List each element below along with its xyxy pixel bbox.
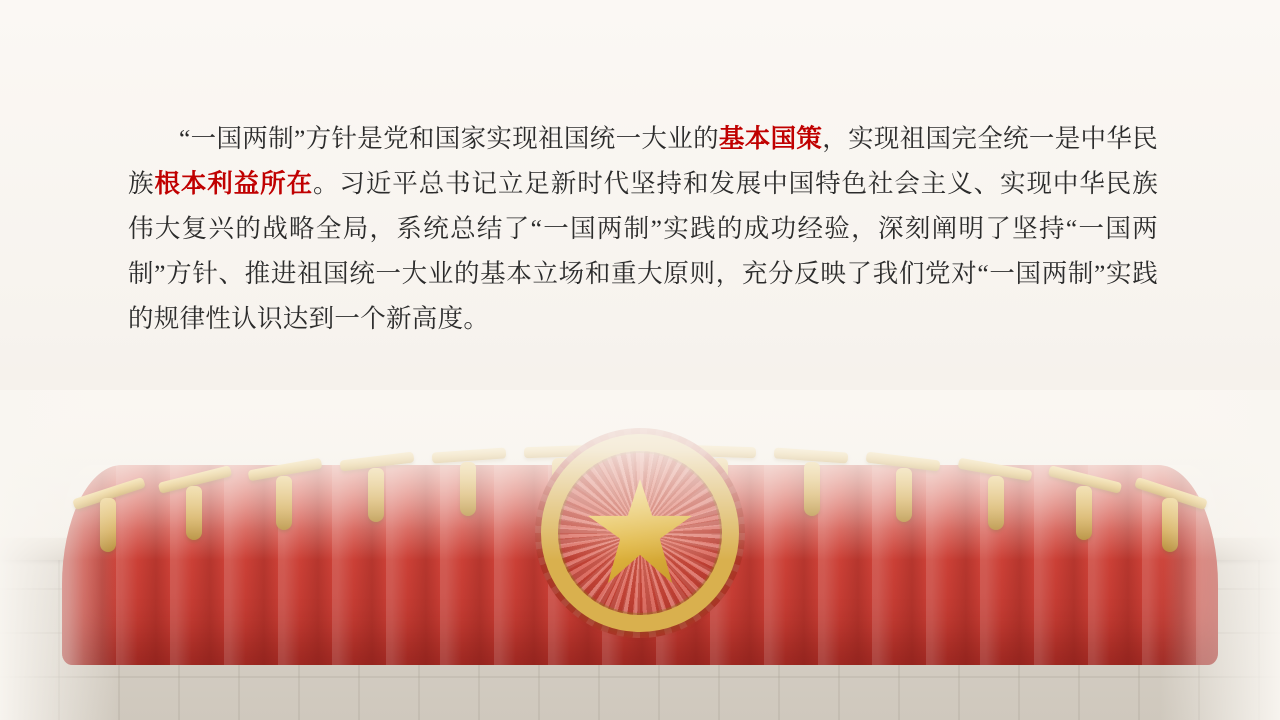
artwork-left-fade	[0, 390, 120, 720]
great-hall-relief-artwork	[0, 390, 1280, 720]
gold-spear-icon	[682, 445, 756, 459]
gold-tassel-icon	[896, 468, 912, 522]
gold-spear-icon	[1134, 477, 1208, 510]
gold-tassel-icon	[100, 498, 116, 552]
gold-tassel-icon	[712, 458, 728, 512]
gold-tassel-icon	[1076, 486, 1092, 540]
stone-ledge	[0, 538, 1280, 560]
golden-star-emblem-icon	[535, 428, 745, 638]
gold-tassel-icon	[804, 462, 820, 516]
paragraph-segment-2: ，实现祖国完全统一是中华民族	[128, 123, 1158, 198]
emblem-rays	[535, 428, 745, 638]
highlight-basic-state-policy: 基本国策	[718, 123, 823, 153]
gold-spear-icon	[432, 447, 507, 463]
artwork-right-fade	[1160, 390, 1280, 720]
red-drape-group	[62, 450, 1218, 665]
gold-tassel-icon	[368, 468, 384, 522]
gold-spear-icon	[340, 452, 415, 472]
gold-spear-icon	[1048, 465, 1122, 494]
gold-spear-icon	[958, 458, 1033, 482]
gold-tassel-icon	[1162, 498, 1178, 552]
gold-spear-icon	[72, 477, 146, 510]
artwork-top-fade	[0, 390, 1280, 560]
gold-spear-icon	[158, 465, 232, 494]
stone-wall-background	[0, 545, 1280, 720]
gold-spear-icon	[866, 452, 941, 472]
gold-tassel-icon	[460, 462, 476, 516]
five-pointed-star-icon	[588, 479, 692, 583]
paragraph-segment-3: 。习近平总书记立足新时代坚持和发展中国特色社会主义、实现中华民族伟大复兴的战略全局，系统总结了“一国两制”实践的成功经验，深刻阐明了坚持“一国两制”方针、推进祖国统一大业的基本立场和重大原则，充分反映了我们党对“一国两制”实践的规律性认识达到一个新高度。	[128, 168, 1158, 333]
emblem-wheat-wreath	[541, 434, 739, 632]
drape-highlight	[62, 465, 1218, 529]
emblem-red-disc	[535, 428, 745, 638]
body-paragraph	[128, 116, 1158, 341]
gold-spear-icon	[774, 447, 849, 463]
gold-tassel-icon	[988, 476, 1004, 530]
red-drape	[62, 465, 1218, 665]
paragraph-segment-1: “一国两制”方针是党和国家实现祖国统一大业的	[179, 123, 719, 153]
gold-spear-row	[62, 446, 1218, 516]
gold-tassel-icon	[552, 458, 568, 512]
gold-spear-icon	[524, 445, 598, 459]
gold-spear-icon	[248, 458, 323, 482]
highlight-fundamental-interests: 根本利益所在	[154, 168, 313, 198]
gold-tassel-icon	[276, 476, 292, 530]
slide-content	[128, 90, 1158, 366]
gold-tassel-icon	[186, 486, 202, 540]
